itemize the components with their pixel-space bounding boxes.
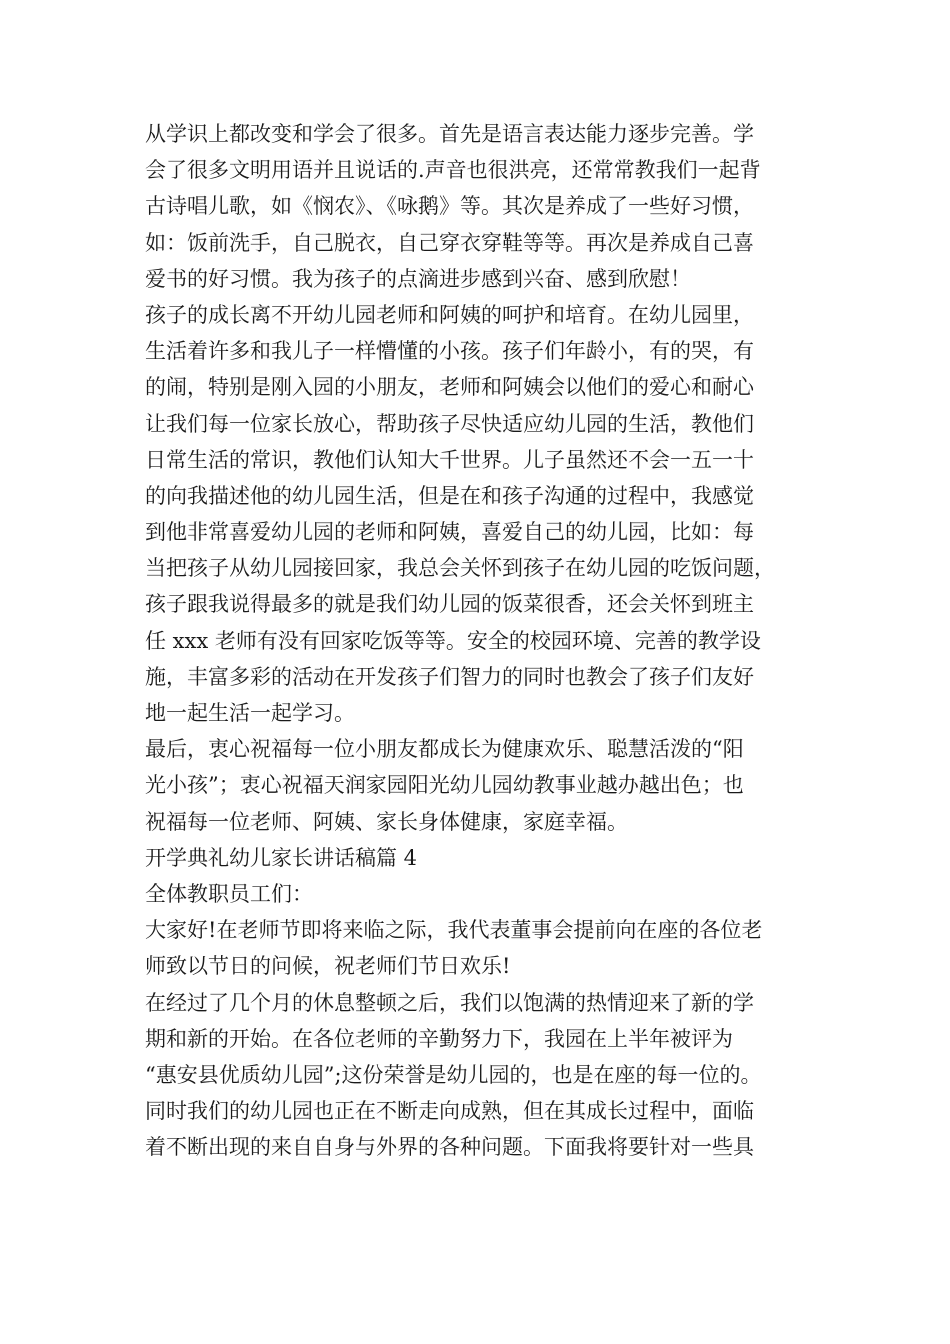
section-heading: 开学典礼幼儿家长讲话稿篇 4 [145, 845, 418, 870]
text-line: 地一起生活一起学习。 [145, 701, 355, 725]
text-line: 期和新的开始。在各位老师的辛勤努力下，我园在上半年被评为 [145, 1026, 733, 1051]
text-line: 大家好!在老师节即将来临之际，我代表董事会提前向在座的各位老 [145, 918, 763, 943]
text-line: 祝福每一位老师、阿姨、家长身体健康，家庭幸福。 [145, 809, 628, 834]
text-line: 孩子的成长离不开幼儿园老师和阿姨的呵护和培育。在幼儿园里， [145, 302, 754, 327]
text-line: 着不断出现的来自自身与外界的各种问题。下面我将要针对一些具 [145, 1135, 754, 1160]
text-line: 会了很多文明用语并且说话的.声音也很洪亮，还常常教我们一起背 [145, 158, 761, 183]
document-page [145, 116, 825, 1165]
salutation: 全体教职员工们： [145, 881, 313, 906]
text-line: 的闹，特别是刚入园的小朋友，老师和阿姨会以他们的爱心和耐心 [145, 375, 754, 400]
text-line: 的向我描述他的幼儿园生活，但是在和孩子沟通的过程中，我感觉 [145, 483, 754, 508]
text-line: 爱书的好习惯。我为孩子的点滴进步感到兴奋、感到欣慰！ [145, 266, 691, 291]
text-line: 到他非常喜爱幼儿园的老师和阿姨，喜爱自己的幼儿园，比如：每 [145, 520, 754, 545]
text-line: 古诗唱儿歌，如《悯农》、《咏鹅》等。其次是养成了一些好习惯， [145, 194, 754, 219]
text-line: 光小孩”；衷心祝福天润家园阳光幼儿园幼教事业越办越出色；也 [145, 773, 744, 798]
text-line: 从学识上都改变和学会了很多。首先是语言表达能力逐步完善。学 [145, 122, 754, 146]
text-line: 孩子跟我说得最多的就是我们幼儿园的饭菜很香，还会关怀到班主 [145, 592, 754, 617]
text-line: 如：饭前洗手，自己脱衣，自己穿衣穿鞋等等。再次是养成自己喜 [145, 230, 754, 255]
text-line: 日常生活的常识，教他们认知大千世界。儿子虽然还不会一五一十 [145, 447, 754, 472]
text-line: 任 xxx 老师有没有回家吃饭等等。安全的校园环境、完善的教学设 [145, 628, 761, 653]
text-line: 同时我们的幼儿园也正在不断走向成熟，但在其成长过程中，面临 [145, 1099, 754, 1124]
text-line: 让我们每一位家长放心，帮助孩子尽快适应幼儿园的生活，教他们 [145, 411, 754, 436]
text-line: “惠安县优质幼儿园”;这份荣誉是幼儿园的，也是在座的每一位的。 [145, 1062, 762, 1087]
text-line: 生活着许多和我儿子一样懵懂的小孩。孩子们年龄小，有的哭，有 [145, 339, 754, 364]
text-line: 当把孩子从幼儿园接回家，我总会关怀到孩子在幼儿园的吃饭问题， [145, 556, 775, 581]
text-line: 在经过了几个月的休息整顿之后，我们以饱满的热情迎来了新的学 [145, 990, 754, 1015]
text-line: 师致以节日的问候，祝老师们节日欢乐! [145, 954, 511, 979]
text-line: 最后，衷心祝福每一位小朋友都成长为健康欢乐、聪慧活泼的“阳 [145, 737, 744, 762]
text-line: 施，丰富多彩的活动在开发孩子们智力的同时也教会了孩子们友好 [145, 664, 754, 689]
